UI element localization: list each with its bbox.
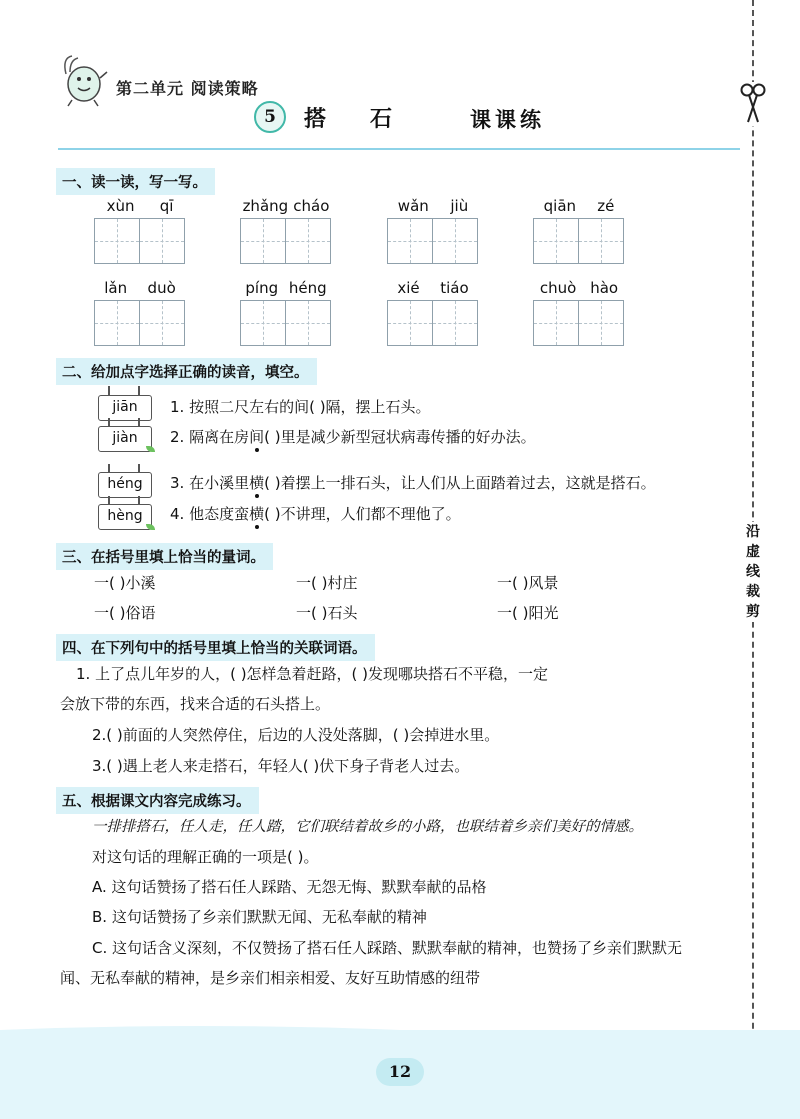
writing-box[interactable] [94, 218, 140, 264]
section-3-title: 三、在括号里填上恰当的量词。 [56, 543, 273, 570]
question-2-2: 2. 隔离在房间( )里是减少新型冠状病毒传播的好办法。 [170, 428, 536, 446]
option-a: A. 这句话赞扬了搭石任人踩踏、无怨无悔、默默奉献的品格 [92, 878, 487, 896]
pinyin-word [240, 278, 332, 346]
pinyin: héng [288, 279, 327, 297]
lesson-header [254, 100, 436, 134]
pinyin-word [387, 196, 479, 264]
question-2-4: 4. 他态度蛮横( )不讲理，人们都不理他了。 [170, 505, 461, 523]
pinyin: cháo [293, 197, 330, 215]
writing-box[interactable] [140, 218, 185, 264]
writing-box[interactable] [533, 300, 579, 346]
footer-wave [0, 1022, 800, 1042]
pinyin-word [387, 278, 479, 346]
pinyin: duò [147, 279, 176, 297]
lesson-type: 课课练 [470, 108, 545, 132]
writing-box[interactable] [94, 300, 140, 346]
writing-box[interactable] [533, 218, 579, 264]
writing-box[interactable] [433, 300, 478, 346]
pinyin-word [533, 278, 625, 346]
question-4-2: 2.( )前面的人突然停住，后边的人没处落脚，( )会掉进水里。 [92, 726, 500, 744]
section-1-title: 一、读一读，写一写。 [56, 168, 215, 195]
measure-word-item: 一( )小溪 [94, 574, 156, 592]
pinyin: wǎn [397, 197, 429, 215]
pinyin: zé [597, 197, 615, 215]
page-number: 12 [376, 1058, 424, 1086]
writing-box[interactable] [387, 300, 433, 346]
option-c: C. 这句话含义深刻，不仅赞扬了搭石任人踩踏、默默奉献的精神，也赞扬了乡亲们默默无 [92, 939, 683, 957]
option-b: B. 这句话赞扬了乡亲们默默无闻、无私奉献的精神 [92, 908, 427, 926]
question-2-3: 3. 在小溪里横( )着摆上一排石头，让人们从上面踏着过去，这就是搭石。 [170, 474, 656, 492]
scissors-icon [738, 82, 768, 126]
measure-word-item: 一( )村庄 [296, 574, 358, 592]
measure-word-item: 一( )阳光 [497, 604, 559, 622]
pinyin-word [240, 196, 332, 264]
pinyin: zhǎng [242, 197, 289, 215]
dotted-char: 间 [249, 428, 265, 446]
pinyin-word [94, 196, 186, 264]
pinyin-tag: héng [98, 472, 152, 498]
pinyin: xùn [106, 197, 135, 215]
writing-box[interactable] [387, 218, 433, 264]
writing-box[interactable] [140, 300, 185, 346]
pinyin-tag: jiān [98, 395, 152, 421]
pinyin-word [533, 196, 625, 264]
dotted-char: 横 [249, 505, 265, 523]
pinyin: lǎn [104, 279, 128, 297]
cut-label: 沿虚线裁剪 [746, 524, 760, 620]
writing-box[interactable] [579, 218, 624, 264]
pinyin: qiān [543, 197, 577, 215]
quote-text: 一排排搭石，任人走，任人踏，它们联结着故乡的小路，也联结着乡亲们美好的情感。 [92, 819, 643, 835]
pinyin: píng [245, 279, 279, 297]
pinyin-word [94, 278, 186, 346]
pinyin: qī [159, 197, 174, 215]
pinyin: xié [397, 279, 420, 297]
writing-box[interactable] [433, 218, 478, 264]
measure-word-item: 一( )石头 [296, 604, 358, 622]
question-5: 对这句话的理解正确的一项是( )。 [92, 848, 319, 866]
header-rule [58, 148, 740, 150]
question-4-3: 3.( )遇上老人来走搭石，年轻人( )伏下身子背老人过去。 [92, 757, 470, 775]
pinyin: hào [590, 279, 619, 297]
writing-box[interactable] [579, 300, 624, 346]
writing-box[interactable] [240, 218, 286, 264]
lesson-title: 搭石 [304, 106, 437, 132]
dotted-char: 横 [249, 474, 265, 492]
section-5-title: 五、根据课文内容完成练习。 [56, 787, 259, 814]
writing-box[interactable] [286, 300, 331, 346]
measure-word-item: 一( )俗语 [94, 604, 156, 622]
question-2-1: 1. 按照二尺左右的间( )隔，摆上石头。 [170, 398, 431, 416]
lesson-number: 5 [254, 101, 286, 133]
unit-title: 第二单元 阅读策略 [116, 79, 259, 98]
pinyin-tag: jiàn [98, 426, 152, 452]
writing-box[interactable] [240, 300, 286, 346]
question-4-1: 1. 上了点儿年岁的人，( )怎样急着赶路，( )发现哪块搭石不平稳，一定 [76, 665, 549, 683]
mascot-icon [60, 52, 110, 108]
writing-box[interactable] [286, 218, 331, 264]
measure-word-item: 一( )风景 [497, 574, 559, 592]
question-4-1-cont: 会放下带的东西，找来合适的石头搭上。 [60, 695, 331, 713]
section-2-title: 二、给加点字选择正确的读音，填空。 [56, 358, 317, 385]
section-4-title: 四、在下列句中的括号里填上恰当的关联词语。 [56, 634, 375, 661]
pinyin: tiáo [440, 279, 469, 297]
pinyin: jiù [450, 197, 469, 215]
pinyin-tag: hèng [98, 504, 152, 530]
pinyin: chuò [539, 279, 577, 297]
option-c-cont: 闻、无私奉献的精神，是乡亲们相亲相爱、友好互助情感的纽带 [60, 969, 481, 987]
